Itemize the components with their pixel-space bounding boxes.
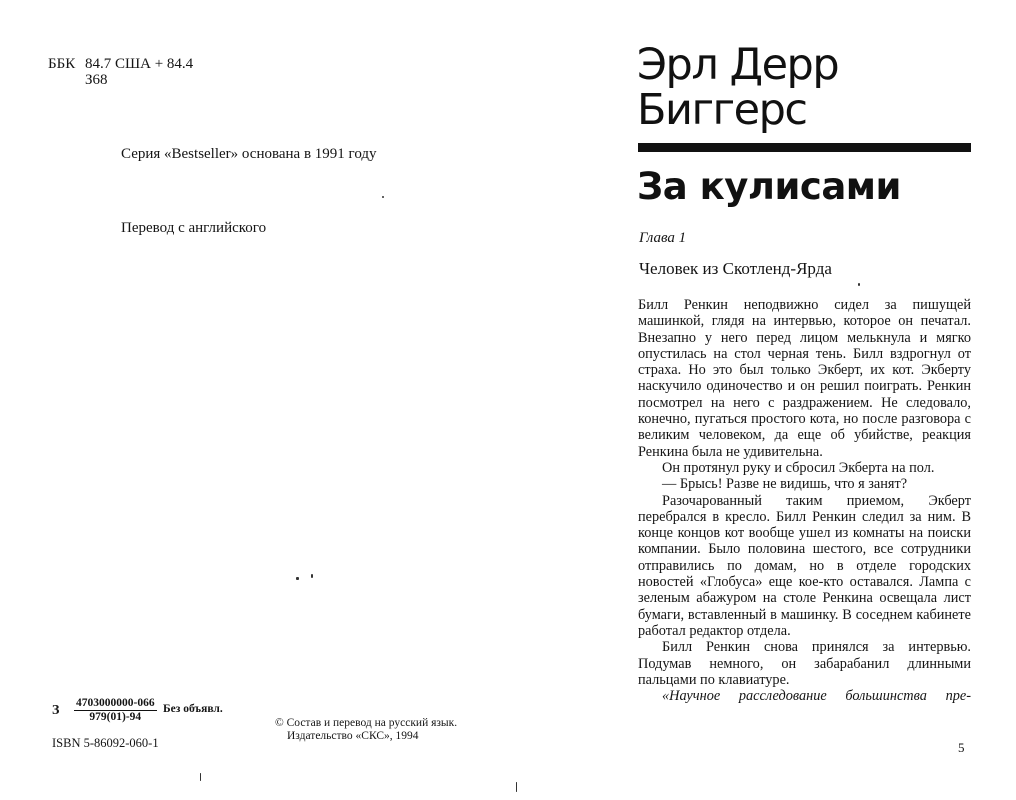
paragraph: Разочарованный таким приемом, Экберт перебрался в кресло. Билл Ренкин следил за ним. В конце концов кот вообще ушел из комнаты на поиски компании. Было половина шестого, все сотрудники отправились по домам, но в отделе городских новостей «Глобуса» еще кое-кто оставался. Лампа с зеленым абажуром на столе Ренкина освещала лист бумаги, вставленный в машинку. В соседнем кабинете работал редактор отдела. <box>638 492 971 639</box>
publisher-code-denominator: 979(01)-94 <box>89 711 142 723</box>
print-speck <box>858 283 860 286</box>
no-ad-note: Без объявл. <box>163 703 223 715</box>
page-number: 5 <box>958 740 965 755</box>
paragraph: «Научное расследование большинства пре- <box>662 688 971 705</box>
paragraph: Билл Ренкин снова принялся за интервью. Подумав немного, он забарабанил длинными пальцами по клавиатуре. <box>638 639 971 688</box>
print-speck <box>516 782 517 792</box>
copyright-block <box>275 717 457 743</box>
chapter-body <box>638 297 971 704</box>
bbk-code: ББК <box>48 56 76 72</box>
author-name <box>637 40 839 135</box>
publisher-code-numerator: 4703000000-066 <box>76 697 155 709</box>
chapter-label: Глава 1 <box>639 230 687 246</box>
paragraph: Он протянул руку и сбросил Экберта на пол. <box>662 459 935 476</box>
paragraph: Билл Ренкин неподвижно сидел за пишущей машинкой, глядя на интервью, которое он печатал. Внезапно у него перед лицом мелькнула и мягко опустилась на стол черная тень. Билл вздрогнул от страха. Но это был только Экберт, их кот. Экберту наскучило одиночество и он решил поиграть. Ренкин посмотрел на него с раздражением. Не следовало, конечно, пугаться простого кота, но после разговора с великим человеком, да еще об убийстве, реакция Ренкина была не удивительна. <box>638 297 971 460</box>
print-speck <box>296 577 299 580</box>
author-line1: Эрл Дерр <box>637 40 839 90</box>
book-title: За кулисами <box>637 165 901 208</box>
bbk-line2: З68 <box>85 72 108 88</box>
paragraph: — Брысь! Разве не видишь, что я занят? <box>662 476 908 493</box>
series-note: Серия «Bestseller» основана в 1991 году <box>121 146 377 162</box>
isbn: ISBN 5-86092-060-1 <box>52 736 159 750</box>
bbk-line1: 84.7 США + 84.4 <box>85 56 194 72</box>
publisher-letter: З <box>52 703 60 718</box>
print-speck <box>382 196 384 198</box>
publisher-code <box>74 697 157 724</box>
print-speck <box>311 574 313 578</box>
title-rule <box>638 143 971 152</box>
copyright-line2: Издательство «СКС», 1994 <box>287 730 419 742</box>
author-line2: Биггерс <box>637 85 807 135</box>
chapter-title: Человек из Скотленд-Ярда <box>639 259 832 278</box>
copyright-line1: © Состав и перевод на русский язык. <box>275 717 458 729</box>
translation-note: Перевод с английского <box>121 220 267 236</box>
print-speck <box>200 773 201 781</box>
